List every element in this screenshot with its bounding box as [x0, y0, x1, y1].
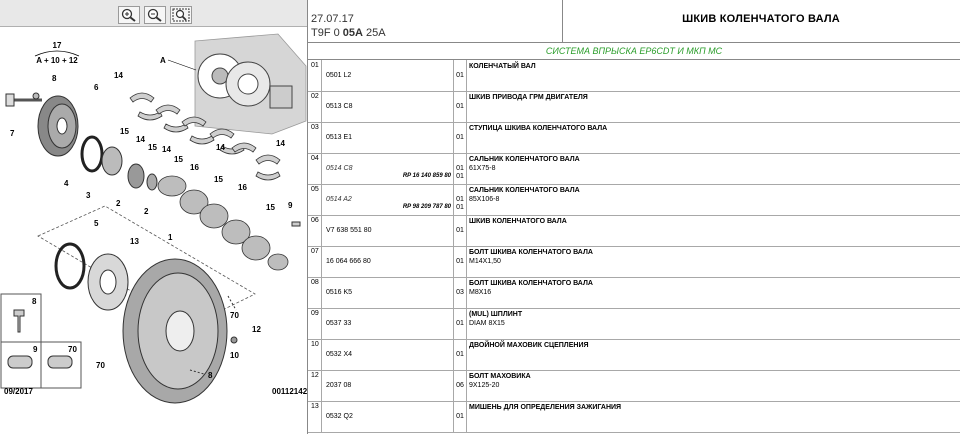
callout-label: 2	[116, 199, 121, 208]
formula-number: 17	[52, 41, 62, 50]
quantity-2: 01	[456, 173, 464, 180]
parts-table-panel	[308, 0, 960, 434]
page-subtitle: СИСТЕМА ВПРЫСКА EP6CDT И МКП MC	[308, 43, 960, 60]
callout-label: 6	[94, 83, 99, 92]
row-qty-cell	[453, 401, 467, 432]
table-row[interactable]	[308, 184, 960, 216]
row-qty-cell	[453, 308, 467, 339]
callout-A: A	[160, 56, 166, 65]
callout-label: 7	[10, 129, 15, 138]
row-number: 06	[308, 215, 322, 246]
part-spec: DIAM 8X15	[469, 320, 505, 327]
zoom-in-icon[interactable]	[118, 6, 140, 24]
quantity: 01	[456, 320, 464, 327]
table-row[interactable]	[308, 246, 960, 278]
part-reference[interactable]: 0532 X4	[326, 351, 353, 358]
part-reference[interactable]: 0537 33	[326, 320, 352, 327]
callout-label: 13	[130, 237, 139, 246]
exploded-parts-diagram	[0, 26, 307, 434]
callout-label: 8	[208, 371, 213, 380]
part-reference[interactable]: V7 638 551 80	[326, 227, 372, 234]
row-number: 02	[308, 91, 322, 122]
quantity: 06	[456, 382, 464, 389]
row-number: 13	[308, 401, 322, 432]
quantity-2: 01	[456, 204, 464, 211]
part-description: ШКИВ КОЛЕНЧАТОГО ВАЛА	[469, 218, 567, 225]
part-description: ДВОЙНОЙ МАХОВИК СЦЕПЛЕНИЯ	[469, 342, 589, 349]
part-spec: 85X106-8	[469, 196, 500, 203]
table-row[interactable]	[308, 401, 960, 433]
row-desc-cell	[466, 277, 960, 308]
callout-label: 15	[266, 203, 275, 212]
row-ref-cell	[323, 215, 453, 246]
part-reference[interactable]: 0513 E1	[326, 134, 353, 141]
replacement-reference: RP 98 209 787 80	[402, 204, 451, 210]
row-number: 12	[308, 370, 322, 401]
part-description: БОЛТ ШКИВА КОЛЕНЧАТОГО ВАЛА	[469, 280, 593, 287]
row-number: 04	[308, 153, 322, 184]
table-row[interactable]	[308, 308, 960, 340]
quantity: 01	[456, 103, 464, 110]
row-ref-cell	[323, 153, 453, 184]
table-row[interactable]	[308, 370, 960, 402]
replacement-reference: RP 16 140 859 80	[402, 173, 451, 179]
row-ref-cell	[323, 122, 453, 153]
part-description: МИШЕНЬ ДЛЯ ОПРЕДЕЛЕНИЯ ЗАЖИГАНИЯ	[469, 404, 622, 411]
row-desc-cell	[466, 215, 960, 246]
diagram-ref: 00112142	[272, 387, 308, 396]
row-desc-cell	[466, 184, 960, 215]
callout-label: 14	[136, 135, 145, 144]
row-ref-cell	[323, 91, 453, 122]
part-reference[interactable]: 0516 K5	[326, 289, 353, 296]
row-desc-cell	[466, 401, 960, 432]
part-reference[interactable]: 0514 A2	[326, 196, 352, 203]
table-row[interactable]	[308, 153, 960, 185]
row-ref-cell	[323, 308, 453, 339]
part-description: СТУПИЦА ШКИВА КОЛЕНЧАТОГО ВАЛА	[469, 125, 608, 132]
callout-label: 14	[216, 143, 225, 152]
part-description: БОЛТ ШКИВА КОЛЕНЧАТОГО ВАЛА	[469, 249, 593, 256]
row-qty-cell	[453, 184, 467, 215]
callout-label: 1	[168, 233, 173, 242]
callout-label: 12	[252, 325, 261, 334]
callout-label: 15	[148, 143, 157, 152]
part-description: САЛЬНИК КОЛЕНЧАТОГО ВАЛА	[469, 187, 580, 194]
zoom-out-icon[interactable]	[144, 6, 166, 24]
row-ref-cell	[323, 370, 453, 401]
row-ref-cell	[323, 246, 453, 277]
quantity: 03	[456, 289, 464, 296]
quantity: 01	[456, 72, 464, 79]
row-ref-cell	[323, 339, 453, 370]
part-description: КОЛЕНЧАТЫЙ ВАЛ	[469, 63, 536, 70]
row-qty-cell	[453, 246, 467, 277]
callout-label: 70	[68, 345, 77, 354]
part-description: САЛЬНИК КОЛЕНЧАТОГО ВАЛА	[469, 156, 580, 163]
table-row[interactable]	[308, 277, 960, 309]
row-desc-cell	[466, 153, 960, 184]
table-row[interactable]	[308, 122, 960, 154]
callout-label: 2	[144, 207, 149, 216]
row-qty-cell	[453, 277, 467, 308]
row-desc-cell	[466, 60, 960, 91]
callout-label: 3	[86, 191, 91, 200]
part-spec: 9X125-20	[469, 382, 500, 389]
header-meta	[308, 0, 563, 42]
header-code: T9F 0 05A 25A	[311, 27, 386, 39]
row-qty-cell	[453, 122, 467, 153]
part-spec: 61X75-8	[469, 165, 496, 172]
row-desc-cell	[466, 246, 960, 277]
zoom-fit-icon[interactable]	[170, 6, 192, 24]
row-number: 03	[308, 122, 322, 153]
row-desc-cell	[466, 308, 960, 339]
row-qty-cell	[453, 153, 467, 184]
diagram-toolbar	[0, 0, 307, 27]
callout-label: 16	[190, 163, 199, 172]
row-number: 07	[308, 246, 322, 277]
part-reference[interactable]: 2037 08	[326, 382, 352, 389]
row-desc-cell	[466, 370, 960, 401]
part-reference[interactable]: 16 064 666 80	[326, 258, 371, 265]
table-row[interactable]	[308, 215, 960, 247]
row-qty-cell	[453, 91, 467, 122]
callout-label: 14	[114, 71, 123, 80]
row-number: 01	[308, 60, 322, 91]
callout-label: 16	[238, 183, 247, 192]
row-ref-cell	[323, 60, 453, 91]
callout-label: 70	[230, 311, 239, 320]
quantity: 01	[456, 413, 464, 420]
table-row[interactable]	[308, 60, 960, 92]
callout-label: 9	[33, 345, 38, 354]
row-qty-cell	[453, 60, 467, 91]
part-reference[interactable]: 0514 C8	[326, 165, 353, 172]
diagram-date: 09/2017	[4, 387, 33, 396]
part-description: (MUL) ШПЛИНТ	[469, 311, 523, 318]
callout-label: 14	[276, 139, 285, 148]
callout-label: 70	[96, 361, 105, 370]
row-desc-cell	[466, 91, 960, 122]
callout-label: 14	[162, 145, 171, 154]
header-date: 27.07.17	[311, 13, 354, 25]
part-reference[interactable]: 0513 C8	[326, 103, 353, 110]
row-number: 08	[308, 277, 322, 308]
quantity: 01	[456, 227, 464, 234]
table-row[interactable]	[308, 339, 960, 371]
part-spec: M8X16	[469, 289, 492, 296]
callout-label: 15	[120, 127, 129, 136]
quantity: 01	[456, 258, 464, 265]
formula-text: A + 10 + 12	[36, 56, 78, 65]
callout-label: 10	[230, 351, 239, 360]
page-title: ШКИВ КОЛЕНЧАТОГО ВАЛА	[682, 13, 840, 25]
row-number: 05	[308, 184, 322, 215]
table-header	[308, 0, 960, 43]
row-qty-cell	[453, 215, 467, 246]
callout-label: 4	[64, 179, 69, 188]
quantity: 01	[456, 134, 464, 141]
row-desc-cell	[466, 339, 960, 370]
part-spec: M14X1,50	[469, 258, 501, 265]
diagram-panel	[0, 0, 308, 434]
row-ref-cell	[323, 401, 453, 432]
part-description: ШКИВ ПРИВОДА ГРМ ДВИГАТЕЛЯ	[469, 94, 588, 101]
callout-label: 8	[52, 74, 57, 83]
quantity: 01	[456, 351, 464, 358]
row-desc-cell	[466, 122, 960, 153]
row-qty-cell	[453, 339, 467, 370]
part-reference[interactable]: 0501 L2	[326, 72, 352, 79]
callout-label: 15	[214, 175, 223, 184]
callout-label: 8	[32, 297, 37, 306]
quantity: 01	[456, 165, 464, 172]
part-reference[interactable]: 0532 Q2	[326, 413, 353, 420]
table-row[interactable]	[308, 91, 960, 123]
part-description: БОЛТ МАХОВИКА	[469, 373, 531, 380]
callout-label: 5	[94, 219, 99, 228]
row-ref-cell	[323, 184, 453, 215]
callout-label: 15	[174, 155, 183, 164]
row-number: 10	[308, 339, 322, 370]
callout-label: 9	[288, 201, 293, 210]
row-qty-cell	[453, 370, 467, 401]
quantity: 01	[456, 196, 464, 203]
row-number: 09	[308, 308, 322, 339]
row-ref-cell	[323, 277, 453, 308]
